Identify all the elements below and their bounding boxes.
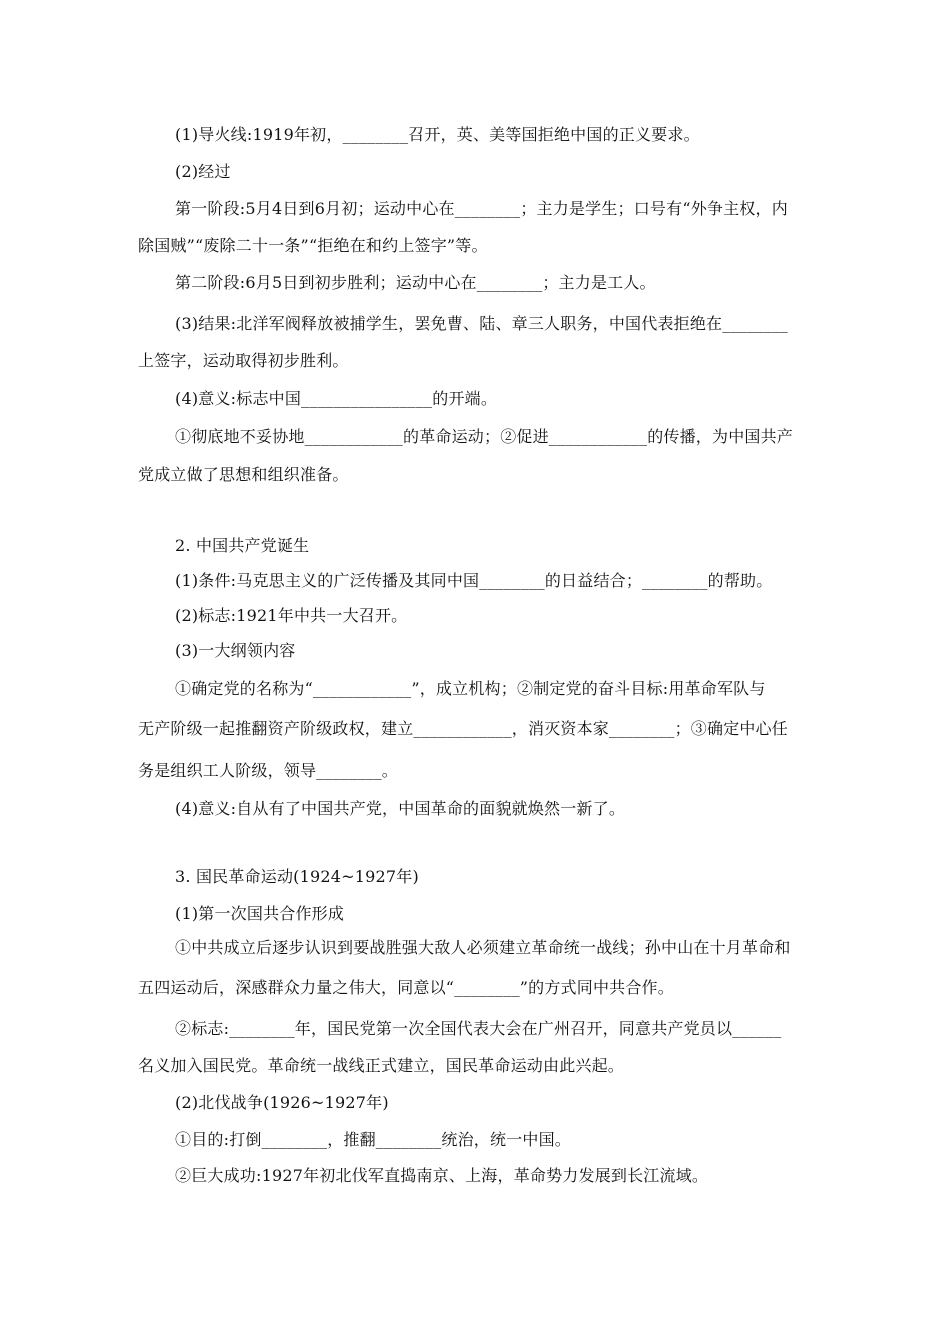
s2-conditions: (1)条件:马克思主义的广泛传播及其同中国________的日益结合；________的帮助。: [175, 571, 773, 590]
s3-symbol-cont: 名义加入国民党。革命统一战线正式建立，国民革命运动由此兴起。: [138, 1056, 625, 1075]
s2-program-cont: 无产阶级一起推翻资产阶级政权，建立____________，消灭资本家________；③确定中心任: [138, 719, 789, 738]
s2-significance: (4)意义:自从有了中国共产党，中国革命的面貌就焕然一新了。: [175, 799, 626, 818]
s1-process-heading: (2)经过: [175, 162, 231, 181]
s2-heading: 2. 中国共产党诞生: [175, 536, 310, 555]
s3-cooperation-cont: 五四运动后，深感群众力量之伟大，同意以“________”的方式同中共合作。: [138, 978, 674, 997]
s3-heading: 3. 国民革命运动(1924~1927年): [175, 867, 419, 886]
s2-program-heading: (3)一大纲领内容: [175, 641, 296, 660]
s2-program-cont2: 务是组织工人阶级，领导________。: [138, 761, 399, 780]
s1-significance-cont: 党成立做了思想和组织准备。: [138, 465, 349, 484]
s1-fuse-line: (1)导火线:1919年初，________召开，英、美等国拒绝中国的正义要求。: [175, 125, 700, 144]
s1-stage-one: 第一阶段:5月4日到6月初；运动中心在________；主力是学生；口号有“外争主权，内: [175, 199, 788, 218]
s3-cooperation-heading: (1)第一次国共合作形成: [175, 904, 345, 923]
s1-significance-detail: ①彻底地不妥协地____________的革命运动；②促进____________的传播，为中国共产: [175, 427, 794, 446]
s1-result: (3)结果:北洋军阀释放被捕学生，罢免曹、陆、章三人职务，中国代表拒绝在________: [175, 314, 788, 333]
s3-cooperation-detail: ①中共成立后逐步认识到要战胜强大敌人必须建立革命统一战线；孙中山在十月革命和: [175, 938, 791, 957]
s3-purpose: ①目的:打倒________，推翻________统治，统一中国。: [175, 1130, 571, 1149]
s2-program-detail: ①确定党的名称为“____________”，成立机构；②制定党的奋斗目标:用革命军队与: [175, 679, 766, 698]
s2-symbol: (2)标志:1921年中共一大召开。: [175, 606, 408, 625]
s3-symbol: ②标志:________年，国民党第一次全国代表大会在广州召开，同意共产党员以______: [175, 1019, 782, 1038]
s1-result-cont: 上签字，运动取得初步胜利。: [138, 351, 349, 370]
s3-success: ②巨大成功:1927年初北伐军直捣南京、上海，革命势力发展到长江流域。: [175, 1166, 709, 1185]
s1-stage-two: 第二阶段:6月5日到初步胜利；运动中心在________；主力是工人。: [175, 273, 656, 292]
s3-northern-expedition: (2)北伐战争(1926~1927年): [175, 1093, 389, 1112]
s1-significance: (4)意义:标志中国________________的开端。: [175, 389, 498, 408]
s1-stage-one-cont: 除国贼”“废除二十一条”“拒绝在和约上签字”等。: [138, 236, 488, 255]
